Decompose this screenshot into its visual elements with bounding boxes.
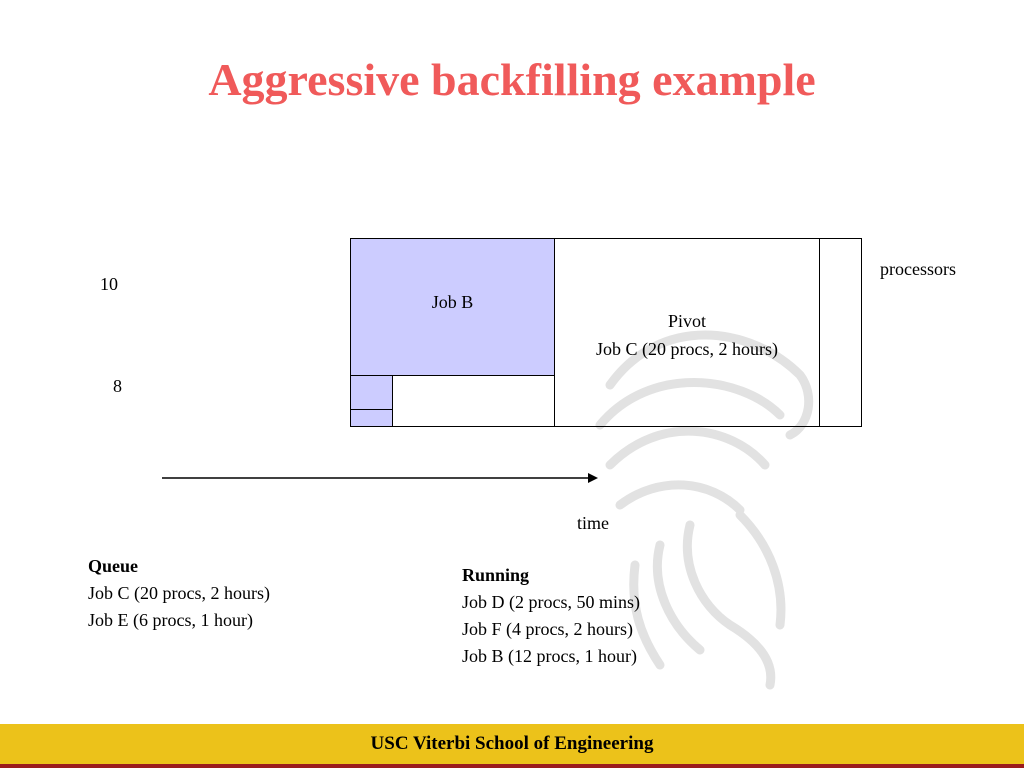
right-edge-block (819, 238, 862, 427)
y-tick-8: 8 (113, 376, 122, 396)
page-title: Aggressive backfilling example (208, 54, 816, 105)
running-item: Job F (4 procs, 2 hours) (462, 619, 633, 639)
y-axis-label: processors (880, 259, 956, 279)
job-b-label: Job B (431, 292, 474, 312)
footer-bar (0, 724, 1024, 764)
job-b-block (350, 238, 555, 376)
footer-divider (0, 764, 1024, 768)
job-f-block (392, 375, 555, 427)
job-d-block-bottom (350, 409, 393, 427)
x-axis-label: time (577, 513, 609, 533)
pivot-label: Pivot (667, 311, 706, 331)
queue-item: Job E (6 procs, 1 hour) (88, 610, 253, 630)
job-d-block-top (350, 375, 393, 410)
time-axis-arrow (160, 470, 610, 486)
running-item: Job B (12 procs, 1 hour) (462, 646, 637, 666)
running-heading: Running (462, 565, 530, 585)
running-item: Job D (2 procs, 50 mins) (462, 592, 640, 612)
queue-list (88, 553, 270, 634)
running-list (462, 562, 640, 670)
y-tick-10: 10 (100, 274, 118, 294)
pivot-job-c-label: Job C (20 procs, 2 hours) (596, 339, 778, 359)
footer-text: USC Viterbi School of Engineering (370, 733, 654, 754)
pivot-block (554, 238, 820, 427)
queue-item: Job C (20 procs, 2 hours) (88, 583, 270, 603)
queue-heading: Queue (88, 556, 139, 576)
